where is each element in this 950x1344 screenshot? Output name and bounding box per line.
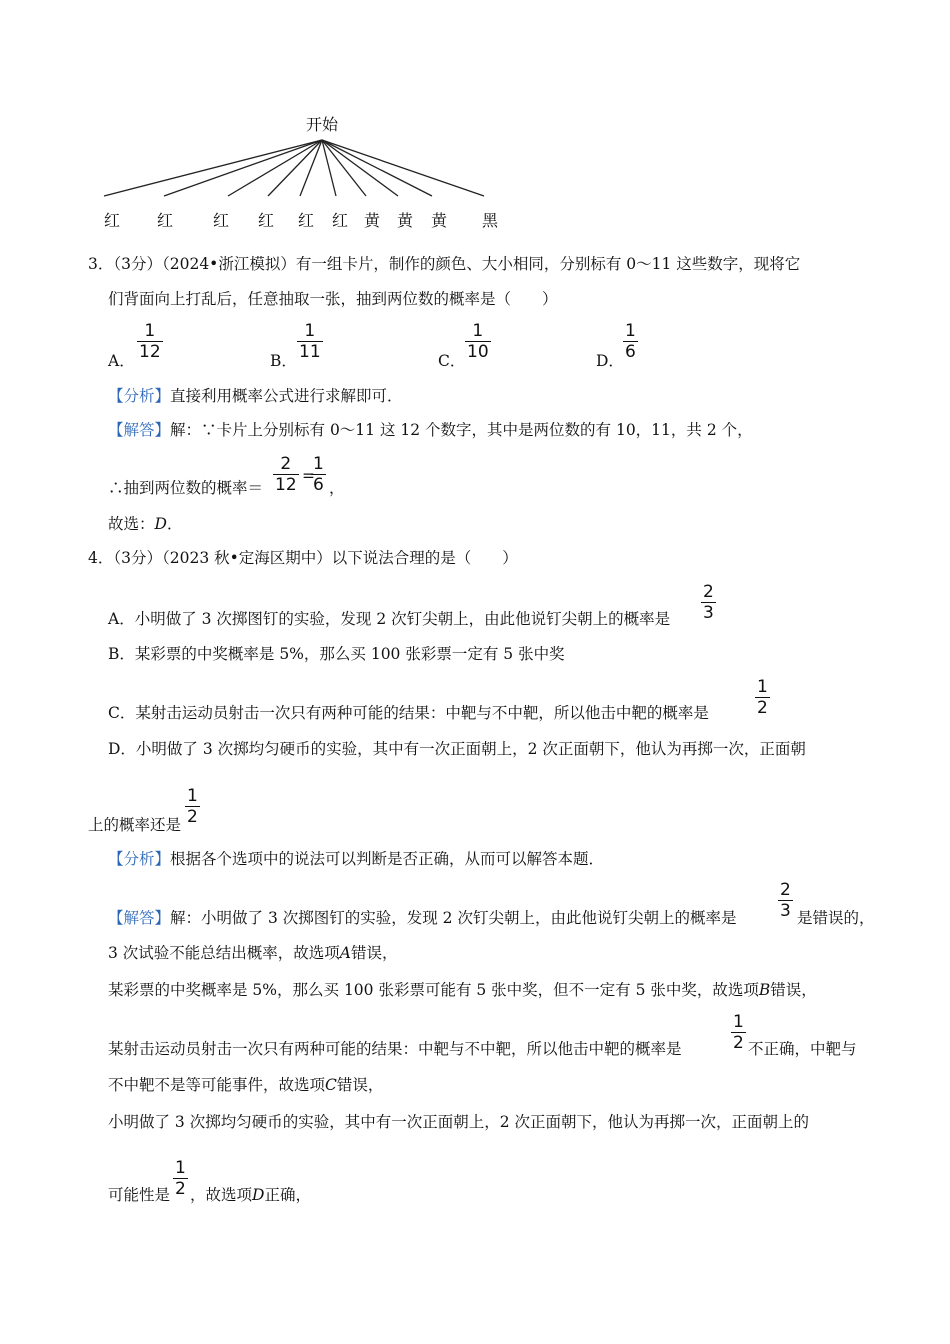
tree-branch xyxy=(300,140,322,196)
q4-analysis xyxy=(108,849,604,869)
frac-num: 2 xyxy=(703,582,714,602)
q3-option-a-fraction xyxy=(137,322,163,361)
q4-answer-a xyxy=(108,908,736,928)
frac-num: 1 xyxy=(304,321,316,341)
q4-option-d-line2: 上的概率还是 xyxy=(88,816,182,834)
frac-den: 3 xyxy=(703,603,714,623)
q3-option-c-fraction xyxy=(465,322,491,361)
frac-den: 12 xyxy=(275,475,297,495)
tree-leaf: 红 xyxy=(157,211,174,230)
frac-den: 6 xyxy=(313,475,324,495)
q3-number: 3． xyxy=(88,255,114,273)
text: 错误， xyxy=(336,1076,384,1094)
tree-branch xyxy=(322,140,432,196)
frac-num: 1 xyxy=(733,1012,744,1032)
frac-num: 1 xyxy=(144,321,156,341)
frac-den: 2 xyxy=(757,698,768,718)
answer-text: 解：小明做了 3 次掷图钉的实验，发现 2 次钉尖朝上，由此他说钉尖朝上的概率是 xyxy=(170,909,737,927)
frac-num: 2 xyxy=(280,454,292,474)
tree-branch xyxy=(322,140,484,196)
option-letter: A xyxy=(339,944,351,962)
analysis-text: 根据各个选项中的说法可以判断是否正确，从而可以解答本题． xyxy=(170,850,605,868)
frac-den: 11 xyxy=(299,342,321,362)
q3-stem: （3分）（2024•浙江模拟）有一组卡片，制作的颜色、大小相同，分别标有 0～11 这些数字，现将它 xyxy=(113,255,801,273)
q4-answer-a-fraction xyxy=(778,881,793,920)
choice-suffix: ． xyxy=(166,515,183,533)
choice-prefix: 故选： xyxy=(108,515,155,533)
q4-option-b: B．某彩票的中奖概率是 5%，那么买 100 张彩票一定有 5 张中奖 xyxy=(108,645,565,663)
q4-option-d-fraction xyxy=(185,787,200,826)
tree-branch xyxy=(104,140,322,196)
tree-diagram xyxy=(0,0,950,240)
frac-num: 1 xyxy=(175,1158,186,1178)
text: 错误， xyxy=(770,981,817,999)
text: 不中靶不是等可能事件，故选项 xyxy=(108,1076,326,1094)
text: ，故选项 xyxy=(190,1186,253,1204)
q3-option-b-label: B． xyxy=(270,352,297,370)
tree-leaf: 红 xyxy=(332,211,349,230)
q4-answer-a2 xyxy=(108,943,398,963)
q3-answer-line1 xyxy=(108,420,753,440)
analysis-tag: 【分析】 xyxy=(108,850,171,868)
frac-den: 2 xyxy=(733,1033,744,1053)
tree-leaf: 黄 xyxy=(397,211,414,230)
q3-option-c-label: C． xyxy=(438,352,466,370)
analysis-text: 直接利用概率公式进行求解即可． xyxy=(170,387,403,405)
frac-num: 1 xyxy=(313,454,324,474)
answer-tag: 【解答】 xyxy=(108,421,171,439)
q4-option-c-fraction xyxy=(755,678,770,717)
frac-num: 1 xyxy=(757,677,768,697)
text: 某彩票的中奖概率是 5%，那么买 100 张彩票可能有 5 张中奖，但不一定有 5 张中奖，故选项 xyxy=(108,981,759,999)
q4-answer-b xyxy=(108,980,817,1000)
q3-option-b-fraction xyxy=(297,322,323,361)
text: 错误， xyxy=(351,944,398,962)
frac-den: 2 xyxy=(175,1179,186,1199)
frac-num: 1 xyxy=(187,786,198,806)
tree-root: 开始 xyxy=(306,115,339,134)
option-letter: B xyxy=(758,981,771,999)
frac-num: 1 xyxy=(472,321,484,341)
tree-leaf: 黑 xyxy=(482,211,499,230)
option-letter: D xyxy=(252,1186,265,1204)
q4-answer-c-fraction xyxy=(731,1013,746,1052)
tree-leaf: 黄 xyxy=(431,211,448,230)
q3-answer-fraction-2 xyxy=(311,455,326,494)
q3-answer-fraction-1 xyxy=(273,455,299,494)
analysis-tag: 【分析】 xyxy=(108,387,171,405)
tree-leaf: 红 xyxy=(258,211,275,230)
q3-stem-line1 xyxy=(88,254,800,274)
q4-answer-a-end: 是错误的， xyxy=(797,909,875,927)
q4-answer-d1: 小明做了 3 次掷均匀硬币的实验，其中有一次正面朝上，2 次正面朝下，他认为再掷一次，正面朝上的 xyxy=(108,1113,810,1131)
q4-option-a: A．小明做了 3 次掷图钉的实验，发现 2 次钉尖朝上，由此他说钉尖朝上的概率是 xyxy=(108,610,671,628)
q3-option-d-label: D． xyxy=(596,352,624,370)
frac-den: 12 xyxy=(139,342,161,362)
frac-den: 3 xyxy=(780,901,791,921)
q4-stem-text: （3分）（2023 秋•定海区期中）以下说法合理的是（ ） xyxy=(113,549,518,567)
q4-answer-d2-post xyxy=(190,1185,311,1205)
answer-tag: 【解答】 xyxy=(108,909,171,927)
q4-option-c: C．某射击运动员射击一次只有两种可能的结果：中靶与不中靶，所以他击中靶的概率是 xyxy=(108,704,709,722)
answer-text: 解：∵卡片上分别标有 0～11 这 12 个数字，其中是两位数的有 10，11，共 2 个， xyxy=(170,421,753,439)
option-letter: C xyxy=(325,1076,337,1094)
frac-num: 2 xyxy=(780,880,791,900)
q4-answer-c2 xyxy=(108,1075,383,1095)
choice-letter: D xyxy=(154,515,167,533)
q3-choice xyxy=(108,514,182,534)
tree-leaf: 红 xyxy=(213,211,230,230)
tree-leaf: 红 xyxy=(104,211,121,230)
q3-option-a-label: A． xyxy=(108,352,135,370)
q4-answer-d2-fraction xyxy=(173,1159,188,1198)
q3-answer-line2-prefix: ∴抽到两位数的概率＝ xyxy=(108,479,264,497)
q4-stem xyxy=(88,548,518,568)
frac-den: 10 xyxy=(467,342,489,362)
q3-analysis xyxy=(108,386,403,406)
q4-answer-c: 某射击运动员射击一次只有两种可能的结果：中靶与不中靶，所以他击中靶的概率是 xyxy=(108,1040,682,1058)
q4-option-a-fraction xyxy=(701,583,716,622)
q3-option-d-fraction xyxy=(623,322,638,361)
tree-leaf: 红 xyxy=(298,211,315,230)
q3-equals: = xyxy=(302,467,315,485)
text: 3 次试验不能总结出概率，故选项 xyxy=(108,944,340,962)
q4-answer-c-post: 不正确，中靶与 xyxy=(748,1040,857,1058)
tree-leaf: 黄 xyxy=(364,211,381,230)
q4-option-d-line1: D．小明做了 3 次掷均匀硬币的实验，其中有一次正面朝上，2 次正面朝下，他认为再掷一次，正面朝 xyxy=(108,740,806,758)
frac-den: 6 xyxy=(625,342,636,362)
text: 正确， xyxy=(264,1186,311,1204)
q4-answer-d2-pre: 可能性是 xyxy=(108,1186,171,1204)
q4-number: 4． xyxy=(88,549,114,567)
frac-den: 2 xyxy=(187,807,198,827)
frac-num: 1 xyxy=(625,321,636,341)
q3-stem-line2: 们背面向上打乱后，任意抽取一张，抽到两位数的概率是（ ） xyxy=(108,290,558,308)
q3-answer-line2-suffix: ， xyxy=(329,479,345,497)
